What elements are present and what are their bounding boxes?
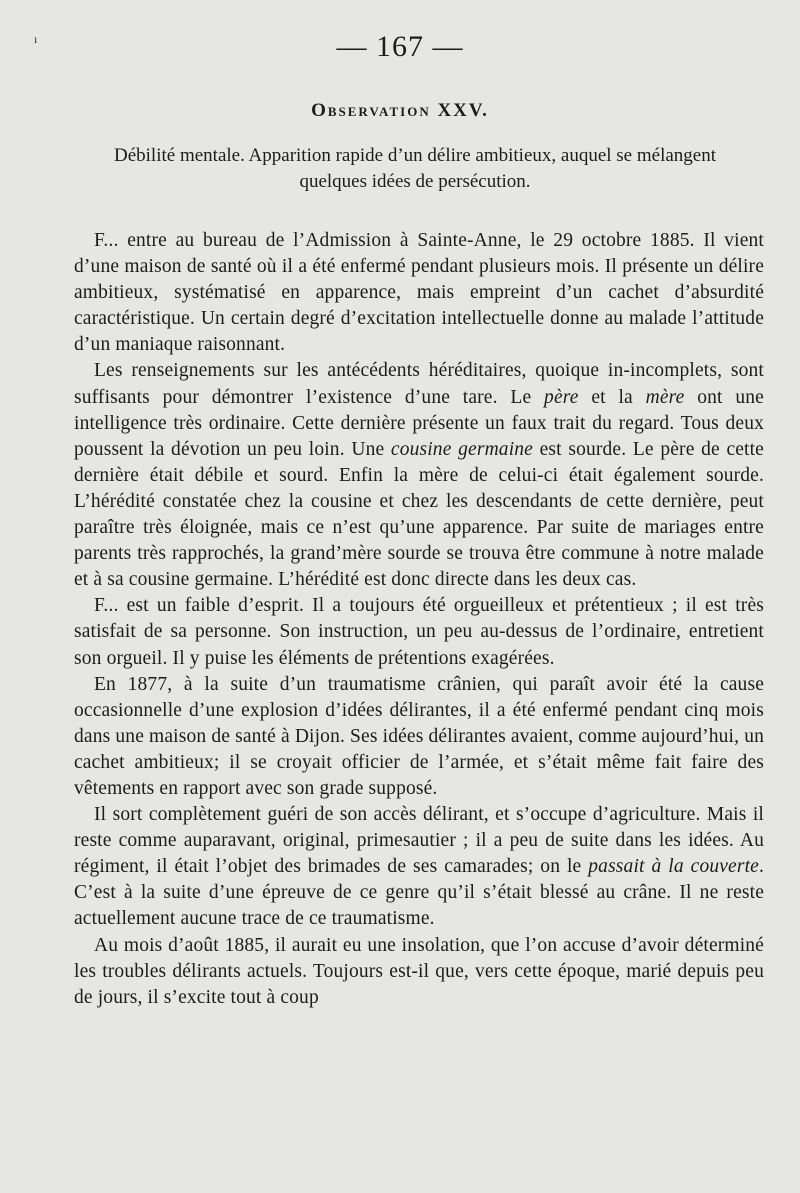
italic-text: mère (645, 386, 685, 408)
paragraph (74, 228, 764, 358)
text-run: Les renseignements sur les antécédents héréditaires, quoique in-incomplets, sont suffisants pour démontrer l’existence d’une tare. Le (74, 360, 764, 408)
observation-title: Observation XXV. (311, 100, 489, 121)
text-run: et la (578, 386, 646, 408)
text-run: Au mois d’août 1885, il aurait eu une insolation, que l’on accuse d’avoir déterminé les troubles délirants actuels. Toujours est-il que, vers cette époque, marié depuis peu de jours, il s’excite tout à coup (74, 934, 764, 1008)
text-run: est sourde. Le père de cette dernière était débile et sourd. Enfin la mère de celui-ci était également sourde. L’hérédité constatée chez la cousine et chez les descendants de cette dernière, peut paraître très éloignée, mais ce n’est qu’une apparence. Par suite de mariages entre parents très rapprochés, la grand’mère sourde se trouva être commune à notre malade et à sa cousine germaine. L’hérédité est donc directe dans les deux cas. (74, 438, 764, 591)
text-run: ont une intelligence très ordinaire. Cette dernière présente un faux trait du regard. Tous deux poussent la dévotion un peu loin. Une (74, 386, 764, 460)
paragraph (74, 672, 764, 802)
paragraph (74, 802, 764, 932)
paragraph (74, 933, 764, 1011)
margin-mark: ı (34, 32, 38, 46)
text-run: . C’est à la suite d’une épreuve de ce genre qu’il s’était blessé au crâne. Il ne reste actuellement aucune trace de ce traumatisme. (74, 856, 764, 930)
page-number: — 167 — (336, 30, 464, 63)
observation-subtitle: Débilité mentale. Apparition rapide d’un délire ambitieux, auquel se mélangent quelques idées de persécution. (114, 145, 716, 192)
text-run: F... est un faible d’esprit. Il a toujours été orgueilleux et prétentieux ; il est très satisfait de sa personne. Son instruction, un peu au-dessus de l’ordinaire, entretient son orgueil. Il y puise les éléments de prétentions exagérées. (74, 595, 764, 669)
italic-text: cousine germaine (390, 438, 533, 460)
italic-text: père (544, 386, 579, 408)
italic-text: passait à la couverte (588, 856, 759, 878)
text-run: F... entre au bureau de l’Admission à Sainte-Anne, le 29 octobre 1885. Il vient d’une maison de santé où il a été enfermé pendant plusieurs mois. Il présente un délire ambitieux, systématisé en apparence, mais empreint d’un cachet d’absurdité caractéristique. Un certain degré d’excitation intellectuelle donne au malade l’attitude d’un maniaque raisonnant. (74, 230, 764, 356)
text-run: En 1877, à la suite d’un traumatisme crânien, qui paraît avoir été la cause occasionnelle d’une explosion d’idées délirantes, il a été enfermé pendant cinq mois dans une maison de santé à Dijon. Ses idées délirantes avaient, comme aujourd’hui, un cachet ambitieux; il se croyait officier de l’armée, et s’était même fait faire des vêtements en rapport avec son grade supposé. (74, 673, 764, 799)
body-text (74, 228, 764, 1011)
paragraph (74, 593, 764, 671)
text-run: Il sort complètement guéri de son accès délirant, et s’occupe d’agriculture. Mais il reste comme auparavant, original, primesautier ; il a peu de suite dans les idées. Au régiment, il était l’objet des brimades de ses camarades; on le (74, 804, 764, 878)
paragraph (74, 358, 764, 593)
